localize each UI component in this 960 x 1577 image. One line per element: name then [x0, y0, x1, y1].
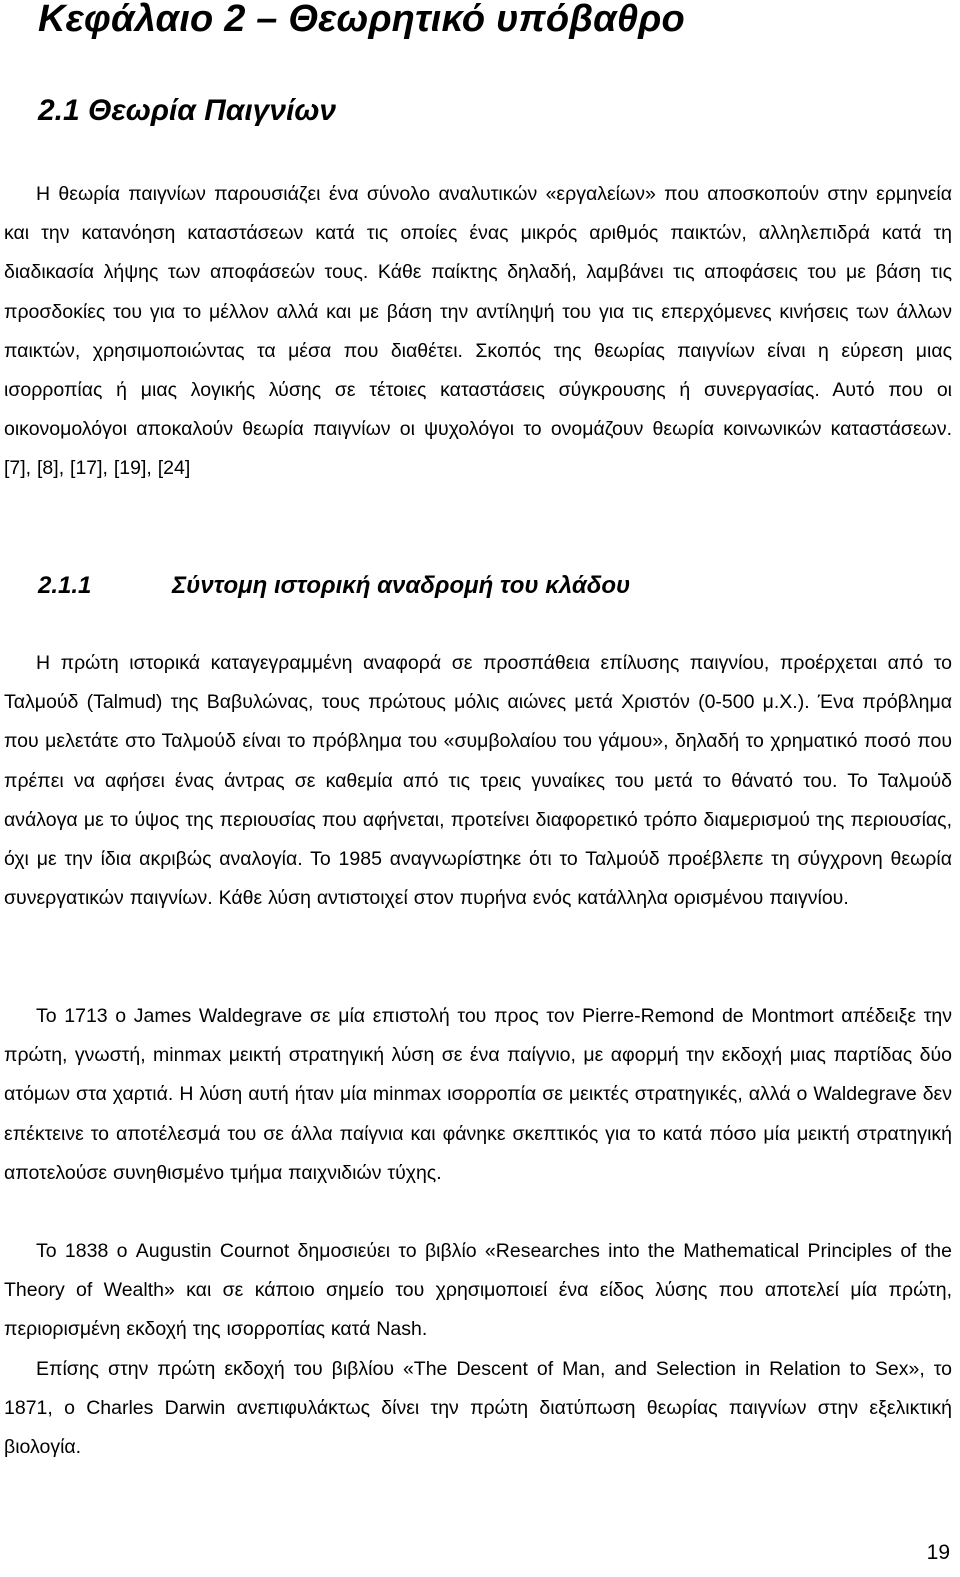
- paragraph-talmud: Η πρώτη ιστορικά καταγεγραμμένη αναφορά σε προσπάθεια επίλυσης παιγνίου, προέρχεται από το Ταλμούδ (Talmud) της Βαβυλώνας, τους πρώτους μόλις αιώνες μετά Χριστόν (0-500 μ.Χ.). Ένα πρόβλημα που μελετάτε στο Ταλμούδ είναι το πρόβλημα του «συμβολαίου του γάμου», δηλαδή το χρηματικό ποσό που πρέπει να αφήσει ένας άντρας σε καθεμία από τις τρεις γυναίκες του μετά το θάνατό του. Το Ταλμούδ ανάλογα με το ύψος της περιουσίας που αφήνεται, προτείνει διαφορετικό τρόπο διαμερισμού της περιουσίας, όχι με την ίδια ακριβώς αναλογία. Το 1985 αναγνωρίστηκε ότι το Ταλμούδ προέβλεπε τη σύγχρονη θεωρία συνεργατικών παιγνίων. Κάθε λύση αντιστοιχεί στον πυρήνα ενός κατάλληλα ορισμένου παιγνίου.: [4, 652, 952, 910]
- paragraph-cournot: Το 1838 ο Augustin Cournot δημοσιεύει το βιβλίο «Researches into the Mathematical Principles of the Theory of Wealth» και σε κάποιο σημείο του χρησιμοποιεί ένα είδος λύσης που αποτελεί μία πρώτη, περιορισμένη εκδοχή της ισορροπίας κατά Nash.: [4, 1240, 952, 1341]
- chapter-title: Κεφάλαιο 2 – Θεωρητικό υπόβαθρο: [38, 0, 685, 40]
- section-title: 2.1 Θεωρία Παιγνίων: [38, 94, 337, 127]
- paragraph-darwin: Επίσης στην πρώτη εκδοχή του βιβλίου «The Descent of Man, and Selection in Relation to Sex», το 1871, ο Charles Darwin ανεπιφυλάκτως δίνει την πρώτη διατύπωση θεωρίας παιγνίων στην εξελικτική βιολογία.: [4, 1358, 952, 1459]
- paragraph-waldegrave: Το 1713 ο James Waldegrave σε μία επιστολή του προς τον Pierre-Remond de Montmort απέδειξε την πρώτη, γνωστή, minmax μεικτή στρατηγική λύση σε ένα παίγνιο, με αφορμή την εκδοχή μιας παρτίδας δύο ατόμων στα χαρτιά. Η λύση αυτή ήταν μία minmax ισορροπία σε μεικτές στρατηγικές, αλλά ο Waldegrave δεν επέκτεινε το αποτέλεσμά του σε άλλα παίγνια και φάνηκε σκεπτικός για το κατά πόσο μία μεικτή στρατηγική αποτελούσε συνηθισμένο τμήμα παιχνιδιών τύχης.: [4, 1005, 952, 1184]
- paragraph-game-theory-intro: Η θεωρία παιγνίων παρουσιάζει ένα σύνολο αναλυτικών «εργαλείων» που αποσκοπούν στην ερμηνεία και την κατανόηση καταστάσεων κατά τις οποίες ένας μικρός αριθμός παικτών, αλληλεπιδρά κατά τη διαδικασία λήψης των αποφάσεών τους. Κάθε παίκτης δηλαδή, λαμβάνει τις αποφάσεις του με βάση τις προσδοκίες του για το μέλλον αλλά και με βάση την αντίληψή του για τις επερχόμενες κινήσεις των άλλων παικτών, χρησιμοποιώντας τα μέσα που διαθέτει. Σκοπός της θεωρίας παιγνίων είναι η εύρεση μιας ισορροπίας ή μιας λογικής λύσης σε τέτοιες καταστάσεις σύγκρουσης ή συνεργασίας. Αυτό που οι οικονομολόγοι αποκαλούν θεωρία παιγνίων οι ψυχολόγοι το ονομάζουν θεωρία κοινωνικών καταστάσεων. [7], [8], [17], [19], [24]: [4, 183, 952, 480]
- page-number: 19: [926, 1541, 950, 1564]
- subsection-heading: [38, 572, 630, 600]
- subsection-title: Σύντομη ιστορική αναδρομή του κλάδου: [172, 572, 631, 599]
- subsection-number: 2.1.1: [38, 572, 92, 599]
